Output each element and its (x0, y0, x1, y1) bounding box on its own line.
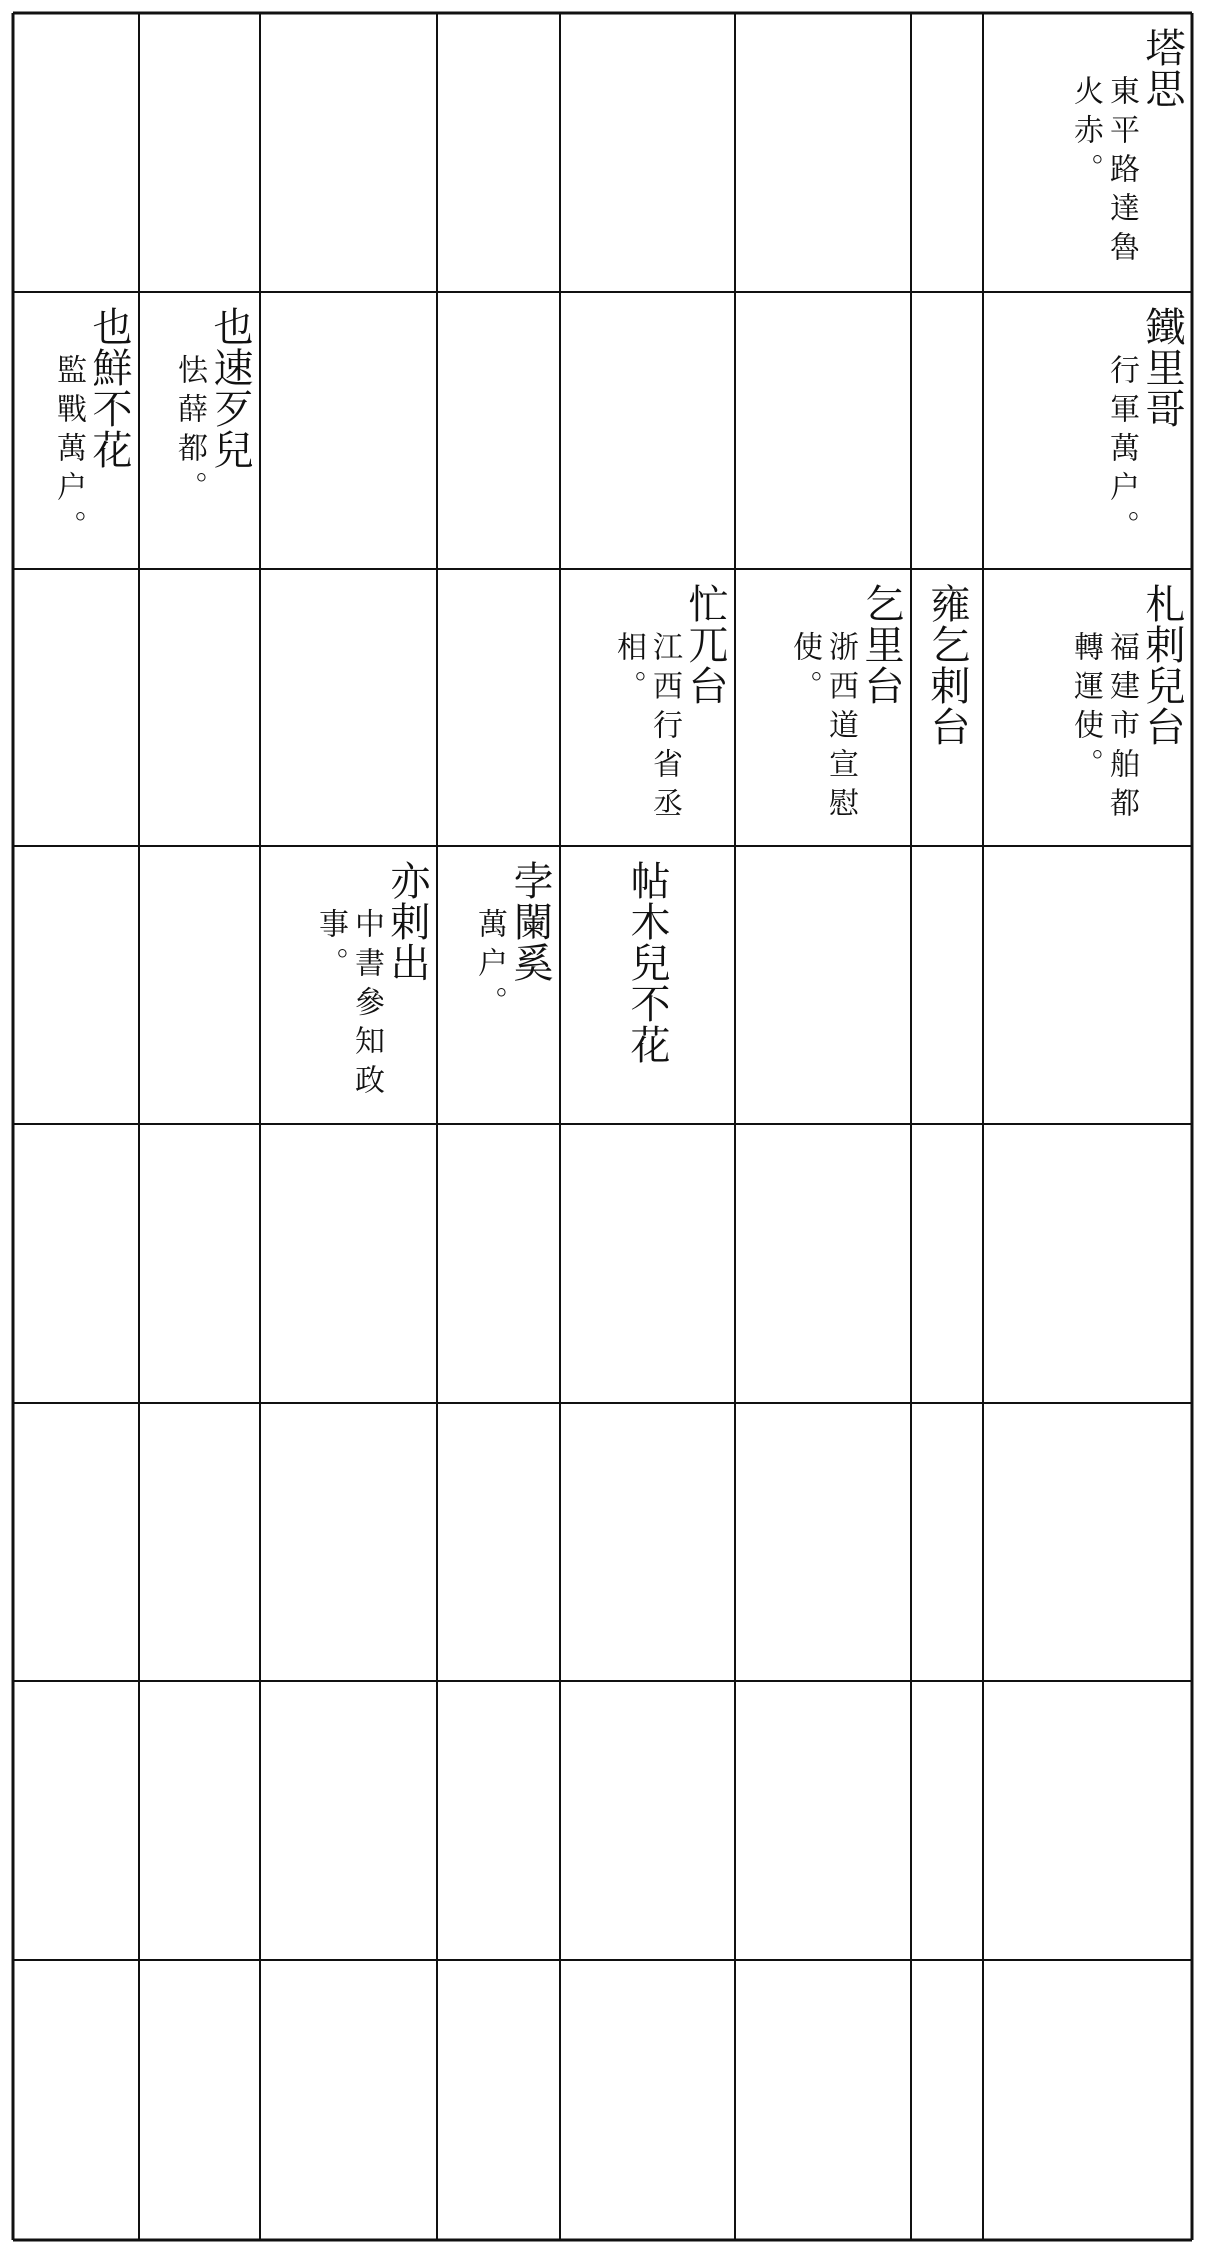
annotation-text: 萬户。 (472, 908, 507, 1025)
person-name: 塔思 (1139, 27, 1185, 109)
annotation-text: 行軍萬户。 (1104, 354, 1139, 549)
person-name: 帖木兒不花 (624, 860, 670, 1065)
annotation-text: 監戰萬户。 (51, 354, 86, 549)
annotation-text: 江西行省丞 (647, 631, 682, 826)
annotation-text: 相。 (611, 631, 646, 709)
table-cell (560, 569, 735, 846)
person-name: 鐵里哥 (1139, 306, 1185, 429)
person-name: 忙兀台 (682, 583, 728, 706)
table-cell (983, 292, 1192, 569)
annotation-text: 中書參知政 (349, 908, 384, 1103)
annotation-text: 火赤。 (1068, 75, 1103, 192)
table-cell (983, 13, 1192, 292)
annotation-text: 福建市舶都 (1104, 631, 1139, 826)
annotation-text: 浙西道宣慰 (823, 631, 858, 826)
table-cell (260, 846, 437, 1124)
annotation-text: 轉運使。 (1068, 631, 1103, 787)
table-cell (13, 292, 139, 569)
person-name: 亦剌出 (384, 860, 430, 983)
annotation-text: 使。 (787, 631, 822, 709)
annotation-text: 怯薛都。 (172, 354, 207, 510)
table-cell (437, 846, 560, 1124)
table-cell (983, 569, 1192, 846)
table-cell (139, 292, 260, 569)
annotation-text: 東平路達魯 (1104, 75, 1139, 270)
person-name: 雍乞剌台 (924, 583, 970, 747)
annotation-text: 事。 (313, 908, 348, 986)
table-cell (735, 569, 911, 846)
person-name: 也速歹兒 (207, 306, 253, 470)
person-name: 札剌兒台 (1139, 583, 1185, 747)
person-name: 乞里台 (858, 583, 904, 706)
table-cell (560, 846, 735, 1124)
person-name: 也鮮不花 (86, 306, 132, 470)
person-name: 孛闌奚 (507, 860, 553, 983)
table-cell (911, 569, 983, 846)
